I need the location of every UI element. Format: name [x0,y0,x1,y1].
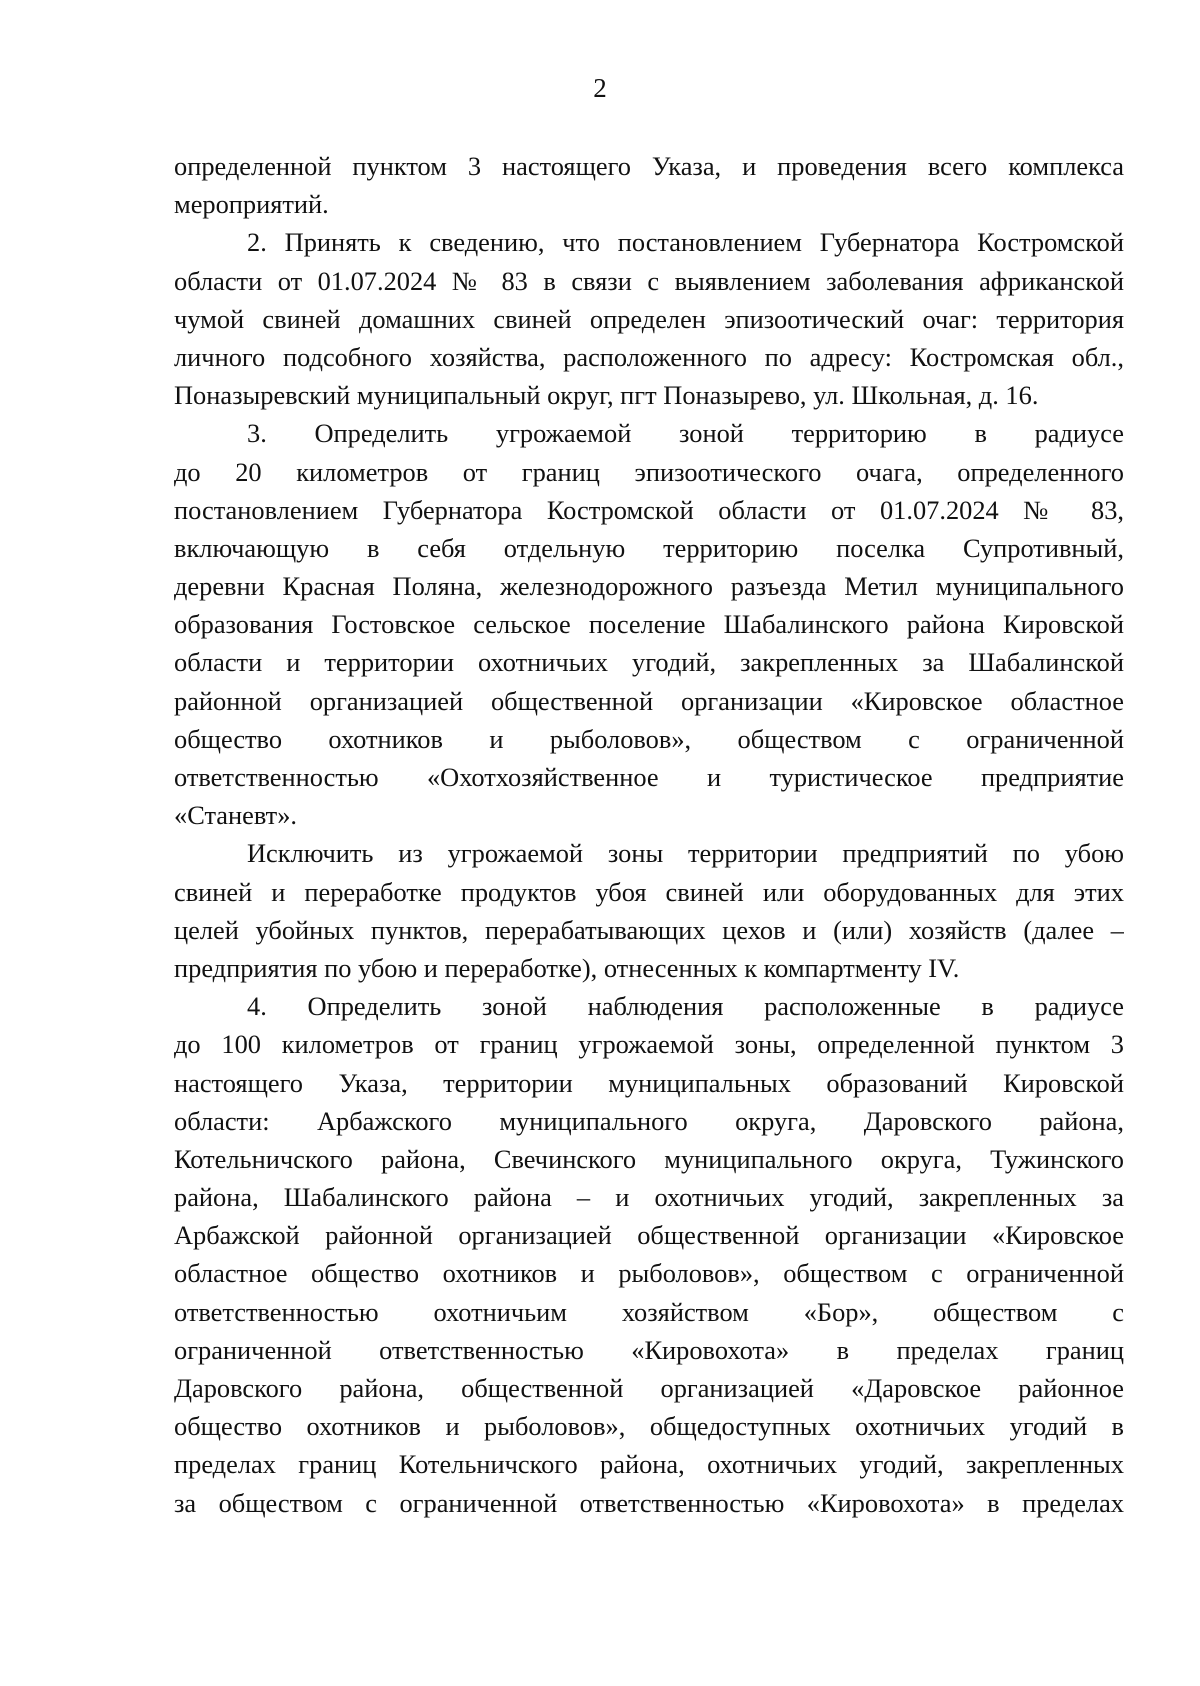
text-line: Поназыревский муниципальный округ, пгт Поназырево, ул. Школьная, д. 16. [174,380,1039,411]
text-line: района, Шабалинского района – и охотничьих угодий, закрепленных за [174,1182,1124,1213]
text-line: предприятия по убою и переработке), отнесенных к компартменту IV. [174,952,960,983]
text-line: Котельничского района, Свечинского муниципального округа, Тужинского [174,1143,1124,1174]
text-line: постановлением Губернатора Костромской области от 01.07.2024 № 83, [174,494,1124,525]
text-line: до 100 километров от границ угрожаемой зоны, определенной пунктом 3 [174,1029,1124,1060]
text-line: ответственностью «Охотхозяйственное и туристическое предприятие [174,762,1124,792]
text-line: области и территории охотничьих угодий, закрепленных за Шабалинской [174,647,1124,678]
text-line: «Станевт». [174,800,297,831]
text-line: определенной пунктом 3 настоящего Указа, и проведения всего комплекса [174,151,1124,181]
text-line: включающую в себя отдельную территорию поселка Супротивный, [174,532,1124,563]
text-line: ограниченной ответственностью «Кировохота» в пределах границ [174,1334,1124,1365]
text-line: областное общество охотников и рыболовов», обществом с ограниченной [174,1258,1124,1289]
text-line: 2. Принять к сведению, что постановлением Губернатора Костромской [247,227,1124,258]
text-line: Исключить из угрожаемой зоны территории предприятий по убою [247,838,1124,869]
text-line: области от 01.07.2024 № 83 в связи с выявлением заболевания африканской [174,265,1124,296]
text-line: пределах границ Котельничского района, охотничьих угодий, закрепленных [174,1449,1124,1480]
text-line: Даровского района, общественной организацией «Даровское районное [174,1373,1124,1403]
text-line: деревни Красная Поляна, железнодорожного разъезда Метил муниципального [174,571,1124,602]
text-line: до 20 километров от границ эпизоотического очага, определенного [174,456,1124,487]
text-line: чумой свиней домашних свиней определен эпизоотический очаг: территория [174,303,1124,334]
text-line: личного подсобного хозяйства, расположенного по адресу: Костромская обл., [174,341,1124,372]
text-line: области: Арбажского муниципального округа, Даровского района, [174,1105,1124,1136]
document-body [174,147,1124,1522]
text-line: настоящего Указа, территории муниципальных образований Кировской [174,1067,1124,1098]
page-number: 2 [593,73,607,103]
text-line: целей убойных пунктов, перерабатывающих цехов и (или) хозяйств (далее – [174,914,1124,945]
text-line: мероприятий. [174,189,329,220]
text-line: свиней и переработке продуктов убоя свиней или оборудованных для этих [174,876,1124,907]
text-line: общество охотников и рыболовов», общедоступных охотничьих угодий в [174,1411,1124,1442]
text-line: ответственностью охотничьим хозяйством «Бор», обществом с [174,1296,1124,1327]
text-line: 4. Определить зоной наблюдения расположенные в радиусе [247,991,1124,1022]
text-line: Арбажской районной организацией общественной организации «Кировское [174,1220,1124,1251]
text-line: районной организацией общественной организации «Кировское областное [174,685,1124,716]
text-line: общество охотников и рыболовов», обществом с ограниченной [174,723,1124,754]
text-line: за обществом с ограниченной ответственностью «Кировохота» в пределах [174,1487,1124,1518]
text-line: образования Гостовское сельское поселение Шабалинского района Кировской [174,609,1124,640]
text-line: 3. Определить угрожаемой зоной территорию в радиусе [247,418,1124,449]
